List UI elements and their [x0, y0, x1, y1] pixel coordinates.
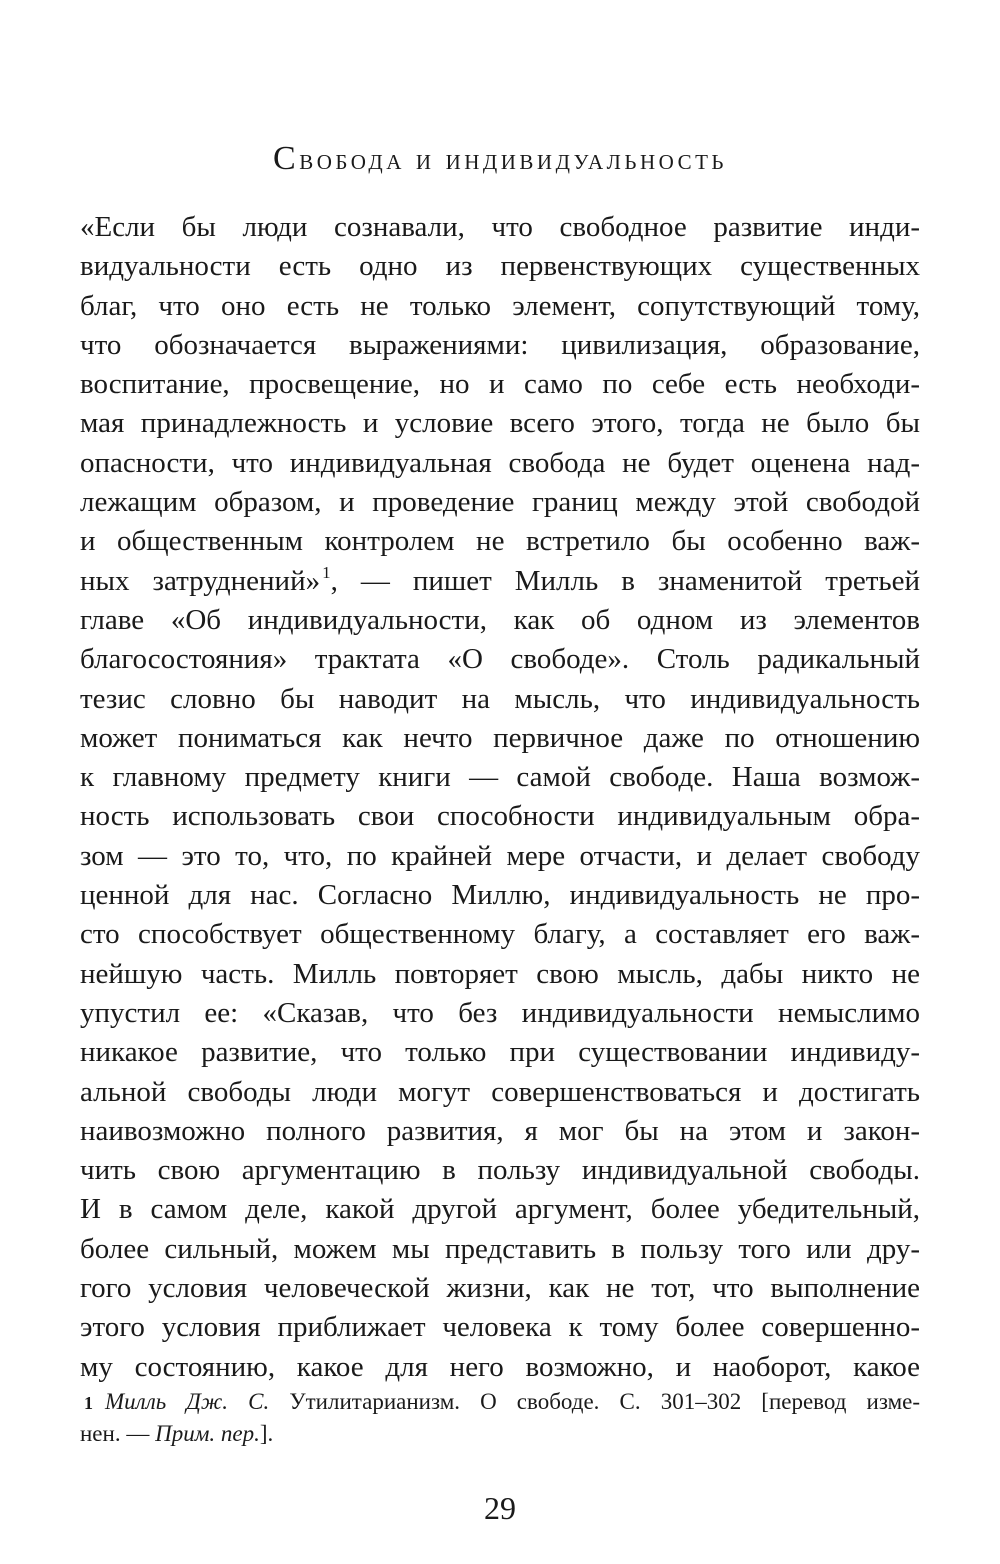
- text-line: И в самом деле, какой другой аргумент, более убедительный,: [80, 1193, 920, 1226]
- running-header: [0, 140, 1000, 178]
- text-line: благ, что оно есть не только элемент, сопутствующий тому,: [80, 289, 920, 322]
- footnote-text-2: нен. —: [80, 1421, 156, 1446]
- text-line: ность использовать свои способности индивидуальным обра-: [80, 800, 920, 833]
- header-initial: С: [273, 140, 300, 177]
- text-line: и общественным контролем не встретило бы особенно важ-: [80, 525, 920, 558]
- footnote-note-label: Прим. пер.: [155, 1421, 260, 1446]
- text-line: что обозначается выражениями: цивилизация, образование,: [80, 328, 920, 361]
- text-line: «Если бы люди сознавали, что свободное развитие инди-: [80, 211, 920, 243]
- footnote-text-3: ].: [259, 1421, 274, 1446]
- footnote-line: [80, 1386, 920, 1418]
- text-line-with-footnote: [80, 562, 920, 601]
- line-after-mark: , — пишет Милль в знаменитой третьей: [330, 564, 920, 597]
- text-line: гого условия человеческой жизни, как не тот, что выполнение: [80, 1272, 920, 1305]
- body-text: [80, 208, 920, 1387]
- text-line: опасности, что индивидуальная свобода не будет оценена над-: [80, 446, 920, 479]
- text-line: более сильный, можем мы представить в пользу того или дру-: [80, 1232, 920, 1265]
- footnote-text: Утилитарианизм. О свободе. С. 301–302 [перевод изме-: [289, 1389, 920, 1414]
- text-line: сто способствует общественному благу, а составляет его важ-: [80, 918, 920, 951]
- text-line: упустил ее: «Сказав, что без индивидуальности немыслимо: [80, 996, 920, 1029]
- page-number: 29: [484, 1490, 516, 1526]
- text-line: этого условия приближает человека к тому более совершенно-: [80, 1311, 920, 1344]
- footnote: [80, 1386, 920, 1450]
- footnote-number: 1: [84, 1393, 93, 1413]
- text-line: наивозможно полного развития, я мог бы на этом и закон-: [80, 1114, 920, 1147]
- text-line: лежащим образом, и проведение границ между этой свободой: [80, 486, 920, 519]
- text-line: может пониматься как нечто первичное даже по отношению: [80, 721, 920, 754]
- text-line: тезис словно бы наводит на мысль, что индивидуальность: [80, 682, 920, 715]
- footnote-reference[interactable]: 1: [322, 562, 331, 582]
- text-line: нейшую часть. Милль повторяет свою мысль, дабы никто не: [80, 957, 920, 990]
- text-line: альной свободы люди могут совершенствоваться и достигать: [80, 1075, 920, 1108]
- text-line: видуальности есть одно из первенствующих существенных: [80, 250, 920, 283]
- text-line: главе «Об индивидуальности, как об одном из элементов: [80, 603, 920, 636]
- text-line: никакое развитие, что только при существовании индивиду-: [80, 1036, 920, 1069]
- line-before-mark: ных затруднений»: [80, 564, 321, 597]
- text-line: благосостояния» трактата «О свободе». Столь радикальный: [80, 643, 920, 676]
- footnote-author: Милль Дж. С.: [105, 1389, 270, 1414]
- footnote-line: [80, 1418, 920, 1450]
- text-line: воспитание, просвещение, но и само по себе есть необходи-: [80, 368, 920, 401]
- text-line: зом — это то, что, по крайней мере отчасти, и делает свободу: [80, 839, 920, 872]
- text-line: к главному предмету книги — самой свободе. Наша возмож-: [80, 761, 920, 794]
- text-line: му состоянию, какое для него возможно, и наоборот, какое: [80, 1350, 920, 1383]
- text-line: ценной для нас. Согласно Миллю, индивидуальность не про-: [80, 879, 920, 912]
- header-title-rest: вобода и индивидуальность: [299, 143, 727, 176]
- text-line: мая принадлежность и условие всего этого, тогда не было бы: [80, 407, 920, 440]
- text-line: чить свою аргументацию в пользу индивидуальной свободы.: [80, 1154, 920, 1187]
